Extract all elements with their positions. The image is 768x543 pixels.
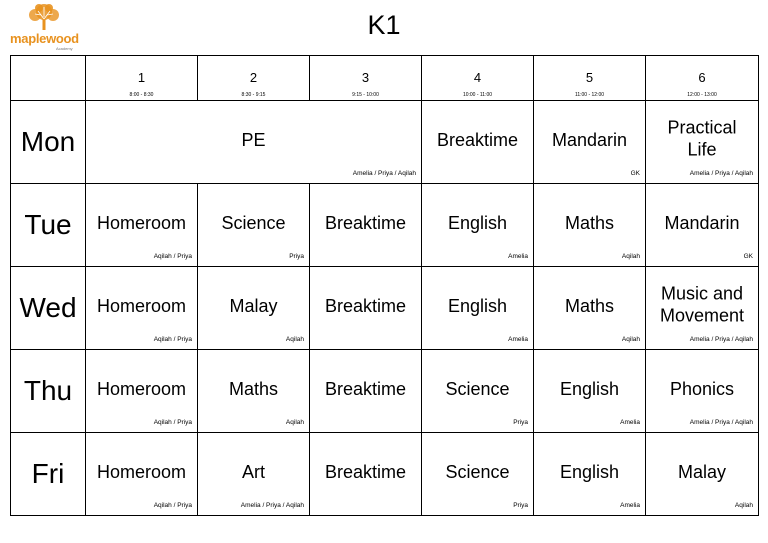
lesson-teacher: Amelia / Priya / Aqilah [689, 419, 753, 426]
lesson-subject: English [559, 379, 620, 400]
lesson-subject: Mandarin [664, 213, 740, 234]
lesson-cell [646, 184, 759, 267]
lesson-cell [534, 184, 646, 267]
lesson-subject: Homeroom [96, 296, 187, 317]
lesson-cell [310, 267, 422, 350]
logo-text: maplewood [10, 31, 79, 46]
lesson-subject: Science [445, 462, 510, 483]
lesson-cell [422, 267, 534, 350]
day-label: Fri [11, 433, 86, 516]
page-title: K1 [367, 10, 401, 40]
lesson-teacher: Aqilah / Priya [153, 419, 192, 426]
lesson-teacher: Aqilah / Priya [153, 253, 192, 260]
lesson-teacher: Priya [513, 419, 528, 426]
period-header-row [11, 56, 759, 101]
lesson-subject: Malay [229, 296, 278, 317]
period-header-cell [422, 56, 534, 101]
period-time: 12:00 - 13:00 [687, 92, 717, 98]
lesson-teacher: Amelia [620, 419, 640, 426]
lesson-subject: Science [445, 379, 510, 400]
lesson-cell [646, 350, 759, 433]
lesson-subject: Breaktime [324, 213, 407, 234]
lesson-subject: English [559, 462, 620, 483]
lesson-cell [310, 433, 422, 516]
lesson-cell [534, 101, 646, 184]
lesson-cell [86, 184, 198, 267]
period-time: 11:00 - 12:00 [574, 92, 605, 98]
lesson-teacher: Aqilah [621, 336, 640, 343]
lesson-subject: Breaktime [436, 130, 519, 151]
lesson-cell [310, 184, 422, 267]
lesson-cell [534, 267, 646, 350]
lesson-subject: Homeroom [96, 213, 187, 234]
timetable [10, 55, 759, 516]
lesson-cell [86, 433, 198, 516]
lesson-teacher: Aqilah [621, 253, 640, 260]
lesson-subject: Maths [564, 296, 615, 317]
lesson-teacher: Amelia / Priya / Aqilah [240, 502, 304, 509]
lesson-subject: Breaktime [324, 379, 407, 400]
lesson-teacher: Aqilah / Priya [153, 502, 192, 509]
lesson-subject: Practical Life [667, 117, 737, 160]
lesson-cell [422, 101, 534, 184]
lesson-subject: Breaktime [324, 462, 407, 483]
period-time: 9:15 - 10:00 [352, 92, 379, 98]
lesson-cell [86, 267, 198, 350]
lesson-cell [422, 184, 534, 267]
day-label: Thu [11, 350, 86, 433]
lesson-cell [198, 267, 310, 350]
corner-cell [11, 56, 86, 101]
lesson-cell [310, 350, 422, 433]
lesson-cell [534, 350, 646, 433]
day-row [11, 267, 759, 350]
lesson-teacher: GK [630, 170, 640, 177]
lesson-cell [422, 433, 534, 516]
logo-subtext: Academy [56, 46, 73, 51]
lesson-teacher: Amelia / Priya / Aqilah [689, 336, 753, 343]
lesson-cell [646, 267, 759, 350]
lesson-teacher: Aqilah / Priya [153, 336, 192, 343]
lesson-teacher: Amelia / Priya / Aqilah [689, 170, 753, 177]
period-number: 5 [585, 70, 594, 85]
period-header-cell [86, 56, 198, 101]
lesson-cell [198, 184, 310, 267]
period-number: 6 [698, 70, 706, 85]
period-header-cell [198, 56, 310, 101]
lesson-cell [422, 350, 534, 433]
lesson-subject: Mandarin [551, 130, 628, 151]
lesson-subject: Malay [677, 462, 726, 483]
lesson-cell [86, 350, 198, 433]
lesson-subject: Music and Movement [660, 283, 745, 326]
lesson-subject: Homeroom [96, 462, 187, 483]
lesson-subject: Maths [564, 213, 615, 234]
period-number: 1 [137, 70, 146, 85]
lesson-teacher: Priya [513, 502, 528, 509]
day-row [11, 350, 759, 433]
lesson-subject: English [447, 296, 508, 317]
period-header-cell [310, 56, 422, 101]
period-number: 4 [473, 70, 482, 85]
period-time: 8:00 - 8:30 [129, 92, 154, 98]
day-label: Mon [11, 101, 86, 184]
lesson-teacher: Amelia / Priya / Aqilah [352, 170, 416, 177]
lesson-subject: Maths [228, 379, 279, 400]
lesson-cell [534, 433, 646, 516]
lesson-teacher: Amelia [508, 253, 528, 260]
lesson-subject: Art [241, 462, 265, 483]
lesson-subject: Homeroom [96, 379, 187, 400]
lesson-cell [86, 101, 422, 184]
lesson-cell [198, 433, 310, 516]
lesson-subject: PE [241, 130, 266, 151]
day-row [11, 433, 759, 516]
lesson-teacher: Aqilah [285, 419, 304, 426]
day-label: Wed [11, 267, 86, 350]
period-time: 10:00 - 11:00 [462, 92, 493, 98]
day-label: Tue [11, 184, 86, 267]
period-header-cell [646, 56, 759, 101]
period-time: 8:30 - 9:15 [241, 92, 266, 98]
period-number: 2 [249, 70, 258, 85]
lesson-teacher: GK [743, 253, 753, 260]
lesson-teacher: Amelia [508, 336, 528, 343]
lesson-teacher: Aqilah [285, 336, 304, 343]
lesson-cell [198, 350, 310, 433]
lesson-cell [646, 101, 759, 184]
lesson-teacher: Priya [289, 253, 304, 260]
lesson-subject: English [447, 213, 508, 234]
day-row [11, 184, 759, 267]
lesson-cell [646, 433, 759, 516]
lesson-teacher: Amelia [620, 502, 640, 509]
day-row [11, 101, 759, 184]
period-header-cell [534, 56, 646, 101]
period-number: 3 [361, 70, 370, 85]
lesson-teacher: Aqilah [734, 502, 753, 509]
lesson-subject: Breaktime [324, 296, 407, 317]
lesson-subject: Science [221, 213, 286, 234]
lesson-subject: Phonics [669, 379, 735, 400]
